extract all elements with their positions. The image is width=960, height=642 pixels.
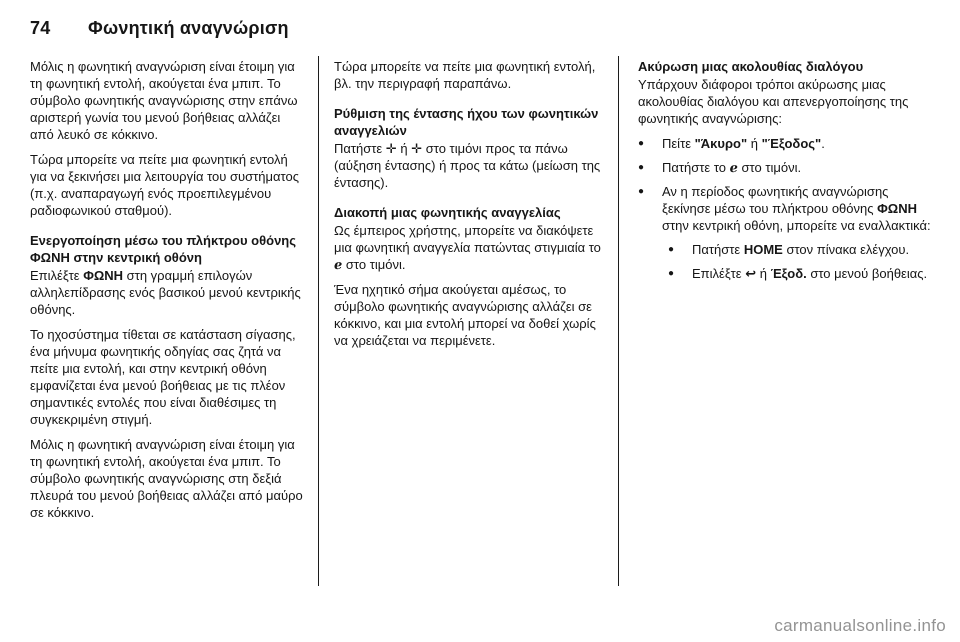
sub-list-item bbox=[668, 265, 938, 282]
section-heading: Διακοπή μιας φωνητικής αναγγελίας bbox=[334, 205, 561, 220]
bullet-icon: ● bbox=[668, 268, 675, 279]
list-item-text: Πείτε "Άκυρο" ή "Έξοδος". bbox=[662, 136, 825, 151]
bullet-icon: ● bbox=[638, 162, 645, 173]
section-heading: Ρύθμιση της έντασης ήχου των φωνητικών αναγγελιών bbox=[334, 106, 599, 138]
paragraph: Ένα ηχητικό σήμα ακούγεται αμέσως, το σύμβολο φωνητικής αναγνώρισης αλλάζει σε κόκκινο, και μια εντολή μπορεί να δοθεί χωρίς να χρειάζεται να περιμένετε. bbox=[334, 282, 596, 348]
page-title: Φωνητική αναγνώριση bbox=[88, 18, 289, 38]
paragraph: Ως έμπειρος χρήστης, μπορείτε να διακόψετε μια φωνητική αναγγελία πατώντας στιγμιαία το ℯ στο τιμόνι. bbox=[334, 223, 601, 272]
push-to-talk-icon: ℯ bbox=[729, 160, 738, 175]
list-item-text: Αν η περίοδος φωνητικής αναγνώρισης ξεκίνησε μέσω του πλήκτρου οθόνης ΦΩΝΗ στην κεντρική οθόνη, μπορείτε να εναλλακτικά: bbox=[662, 184, 931, 233]
content-columns bbox=[30, 58, 938, 529]
paragraph: Υπάρχουν διάφοροι τρόποι ακύρωσης μιας ακολουθίας διαλόγου και απενεργοποίησης της φωνητικής αναγνώρισης: bbox=[638, 77, 909, 126]
list-item bbox=[638, 183, 938, 234]
section-heading: Ενεργοποίηση μέσω του πλήκτρου οθόνης ΦΩΝΗ στην κεντρική οθόνη bbox=[30, 233, 297, 265]
paragraph: Μόλις η φωνητική αναγνώριση είναι έτοιμη για τη φωνητική εντολή, ακούγεται ένα μπιπ. Το σύμβολο φωνητικής αναγνώρισης στη δεξιά πλευρά του μενού βοήθειας αλλάζει από μαύρο σε κόκκινο. bbox=[30, 437, 303, 520]
paragraph: Πατήστε ✛ ή ✛ στο τιμόνι προς τα πάνω (αύξηση έντασης) ή προς τα κάτω (μείωση της έντασης). bbox=[334, 141, 601, 190]
list-item-text: Πατήστε το ℯ στο τιμόνι. bbox=[662, 160, 802, 175]
list-item-text: Επιλέξτε ↩ ή Έξοδ. στο μενού βοήθειας. bbox=[692, 266, 928, 281]
watermark: carmanualsonline.info bbox=[774, 616, 946, 635]
column-1 bbox=[30, 58, 306, 529]
back-arrow-icon: ↩ bbox=[745, 266, 757, 281]
push-to-talk-icon: ℯ bbox=[334, 257, 343, 272]
sub-list-item bbox=[668, 241, 938, 258]
column-2 bbox=[334, 58, 606, 529]
paragraph: Το ηχοσύστημα τίθεται σε κατάσταση σίγασης, ένα μήνυμα φωνητικής οδηγίας σας ζητά να πείτε μια εντολή, και στην κεντρική οθόνη εμφανίζεται ένα μενού βοήθειας με τις πλέον σημαντικές εντολές που είναι διαθέσιμες τη συγκεκριμένη στιγμή. bbox=[30, 327, 296, 427]
paragraph: Μόλις η φωνητική αναγνώριση είναι έτοιμη για τη φωνητική εντολή, ακούγεται ένα μπιπ. Το σύμβολο φωνητικής αναγνώρισης στην επάνω αριστερή γωνία του μενού βοήθειας αλλάζει από λευκό σε κόκκινο. bbox=[30, 59, 298, 142]
page-number: 74 bbox=[30, 18, 51, 38]
list-item bbox=[638, 159, 938, 176]
page-header bbox=[30, 18, 289, 39]
volume-up-icon: ✛ bbox=[385, 141, 397, 156]
volume-down-icon: ✛ bbox=[411, 141, 423, 156]
section-heading: Ακύρωση μιας ακολουθίας διαλόγου bbox=[638, 59, 864, 74]
paragraph: Τώρα μπορείτε να πείτε μια φωνητική εντολή, βλ. την περιγραφή παραπάνω. bbox=[334, 59, 596, 91]
bullet-icon: ● bbox=[668, 244, 675, 255]
bullet-icon: ● bbox=[638, 186, 645, 197]
bullet-icon: ● bbox=[638, 138, 645, 149]
list-item bbox=[638, 135, 938, 152]
paragraph: Τώρα μπορείτε να πείτε μια φωνητική εντολή για να ξεκινήσει μια λειτουργία του συστήματος (π.χ. αναπαραγωγή ενός προεπιλεγμένου ραδιοφωνικού σταθμού). bbox=[30, 152, 299, 218]
list-item-text: Πατήστε HOME στον πίνακα ελέγχου. bbox=[692, 242, 910, 257]
column-3 bbox=[638, 58, 938, 529]
paragraph: Επιλέξτε ΦΩΝΗ στη γραμμή επιλογών αλληλεπίδρασης ενός βασικού μενού κεντρικής οθόνης. bbox=[30, 268, 301, 317]
